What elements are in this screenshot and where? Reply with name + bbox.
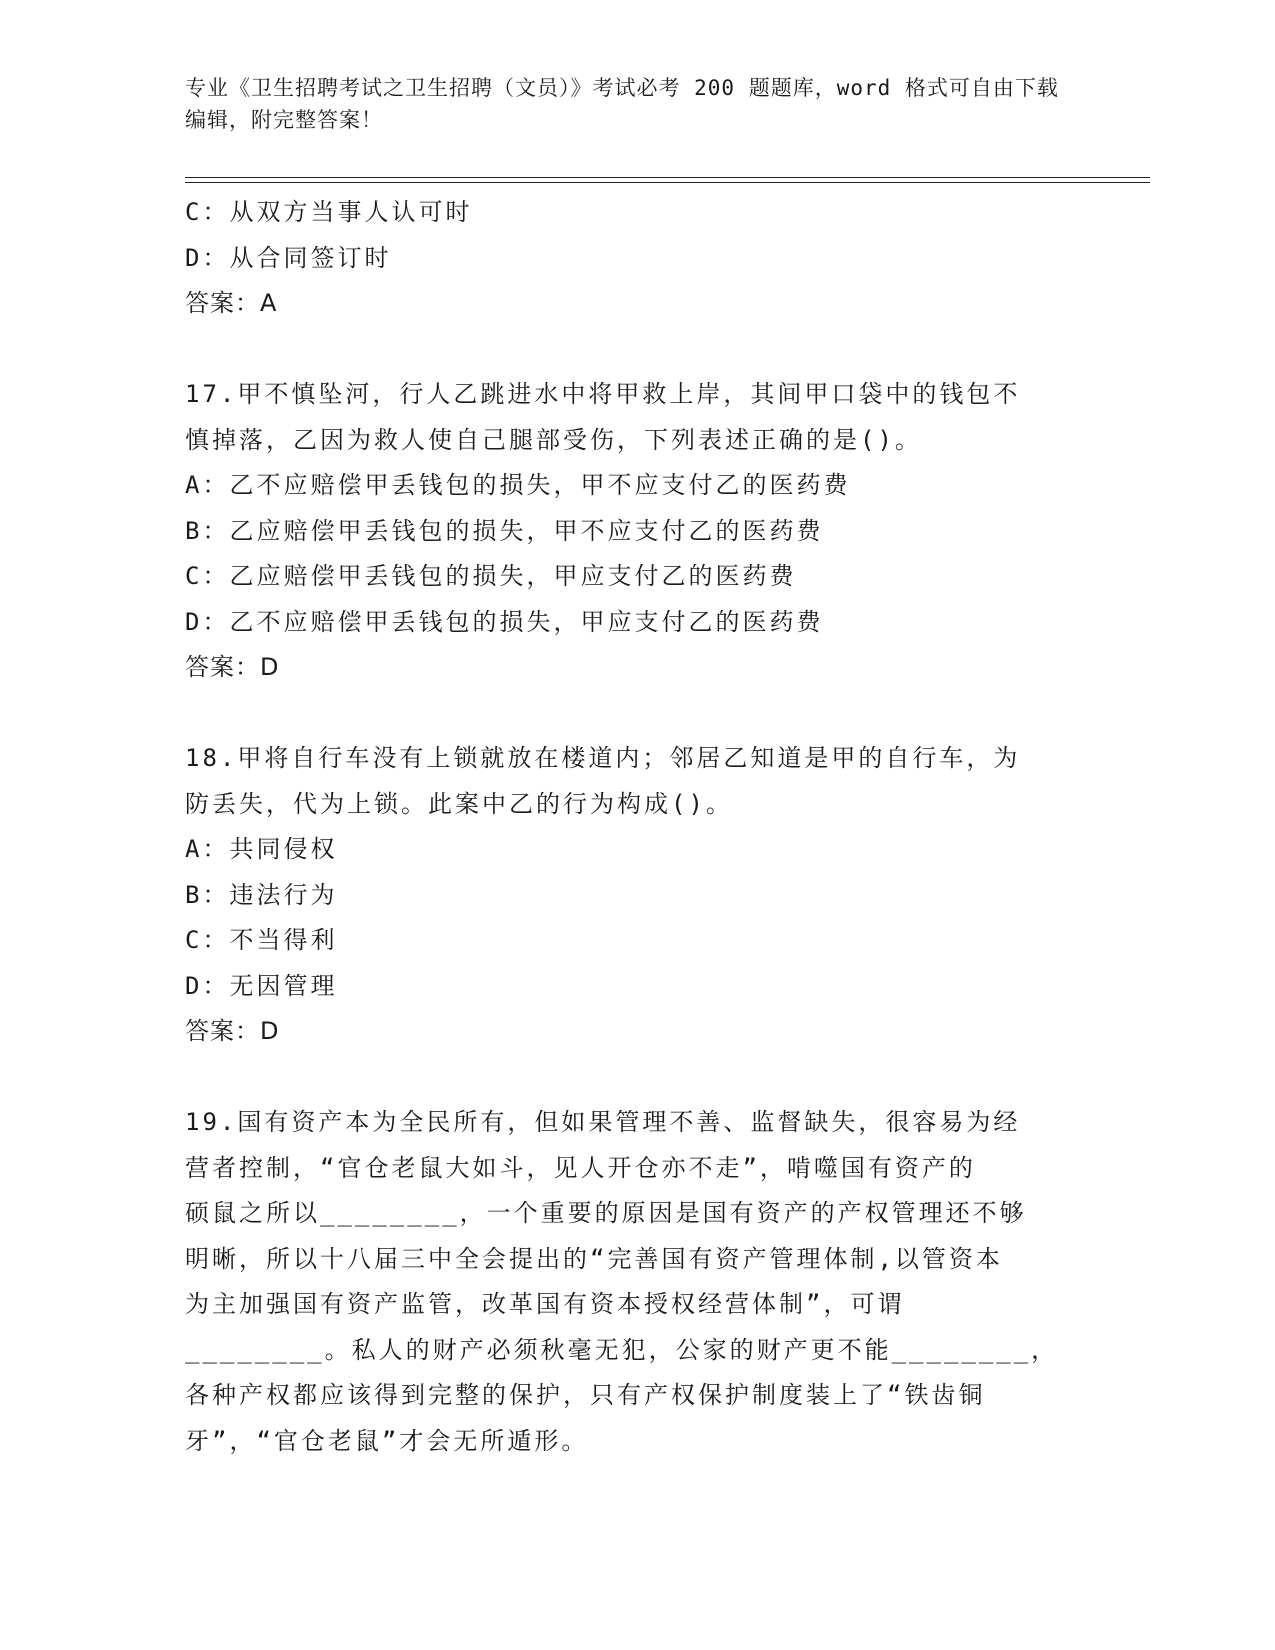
document-body — [185, 190, 1065, 1464]
option-c: C：乙应赔偿甲丢钱包的损失，甲应支付乙的医药费 — [185, 562, 797, 590]
option-c: C：从双方当事人认可时 — [185, 198, 473, 226]
answer: 答案：D — [185, 1017, 280, 1045]
option-c: C：不当得利 — [185, 926, 338, 954]
answer: 答案：A — [185, 289, 278, 317]
question-16-tail — [185, 190, 1065, 327]
option-b: B：乙应赔偿甲丢钱包的损失，甲不应支付乙的医药费 — [185, 516, 824, 545]
question-text-line: 18.甲将自行车没有上锁就放在楼道内；邻居乙知道是甲的自行车，为 — [185, 744, 1021, 772]
question-text-line: 防丢失，代为上锁。此案中乙的行为构成()。 — [185, 789, 733, 818]
question-text-line: 17.甲不慎坠河，行人乙跳进水中将甲救上岸，其间甲口袋中的钱包不 — [185, 380, 1021, 408]
option-a: A：共同侵权 — [185, 835, 338, 863]
document-header: 专业《卫生招聘考试之卫生招聘（文员）》考试必考 200 题题库，word 格式可自由下载编辑，附完整答案！ — [185, 76, 1059, 132]
question-text-line: 各种产权都应该得到完整的保护，只有产权保护制度装上了“铁齿铜 — [185, 1381, 986, 1409]
option-d: D：无因管理 — [185, 971, 338, 1000]
question-text-line: ________。私人的财产必须秋毫无犯，公家的财产更不能________， — [185, 1335, 1059, 1364]
option-a: A：乙不应赔偿甲丢钱包的损失，甲不应支付乙的医药费 — [185, 471, 851, 499]
option-d: D：从合同签订时 — [185, 243, 392, 272]
spacer — [185, 327, 1065, 373]
question-18 — [185, 736, 1065, 1055]
answer: 答案：D — [185, 653, 280, 681]
question-text-line: 19.国有资产本为全民所有，但如果管理不善、监督缺失，很容易为经 — [185, 1108, 1021, 1136]
question-17 — [185, 372, 1065, 691]
question-19 — [185, 1100, 1065, 1464]
option-b: B：违法行为 — [185, 880, 338, 909]
question-text-line: 为主加强国有资产监管，改革国有资本授权经营体制”，可谓 — [185, 1290, 905, 1318]
question-text-line: 明晰，所以十八届三中全会提出的“完善国有资产管理体制,以管资本 — [185, 1244, 1003, 1273]
spacer — [185, 691, 1065, 737]
spacer — [185, 1055, 1065, 1101]
question-text-line: 牙”，“官仓老鼠”才会无所遁形。 — [185, 1426, 589, 1455]
option-d: D：乙不应赔偿甲丢钱包的损失，甲应支付乙的医药费 — [185, 607, 824, 636]
question-text-line: 硕鼠之所以________，一个重要的原因是国有资产的产权管理还不够 — [185, 1199, 1027, 1227]
question-text-line: 慎掉落，乙因为救人使自己腿部受伤，下列表述正确的是()。 — [185, 425, 922, 454]
question-text-line: 营者控制，“官仓老鼠大如斗，见人开仓亦不走”，啃噬国有资产的 — [185, 1153, 976, 1182]
header-rule-top — [185, 177, 1150, 178]
header-rule-bottom — [185, 182, 1150, 183]
